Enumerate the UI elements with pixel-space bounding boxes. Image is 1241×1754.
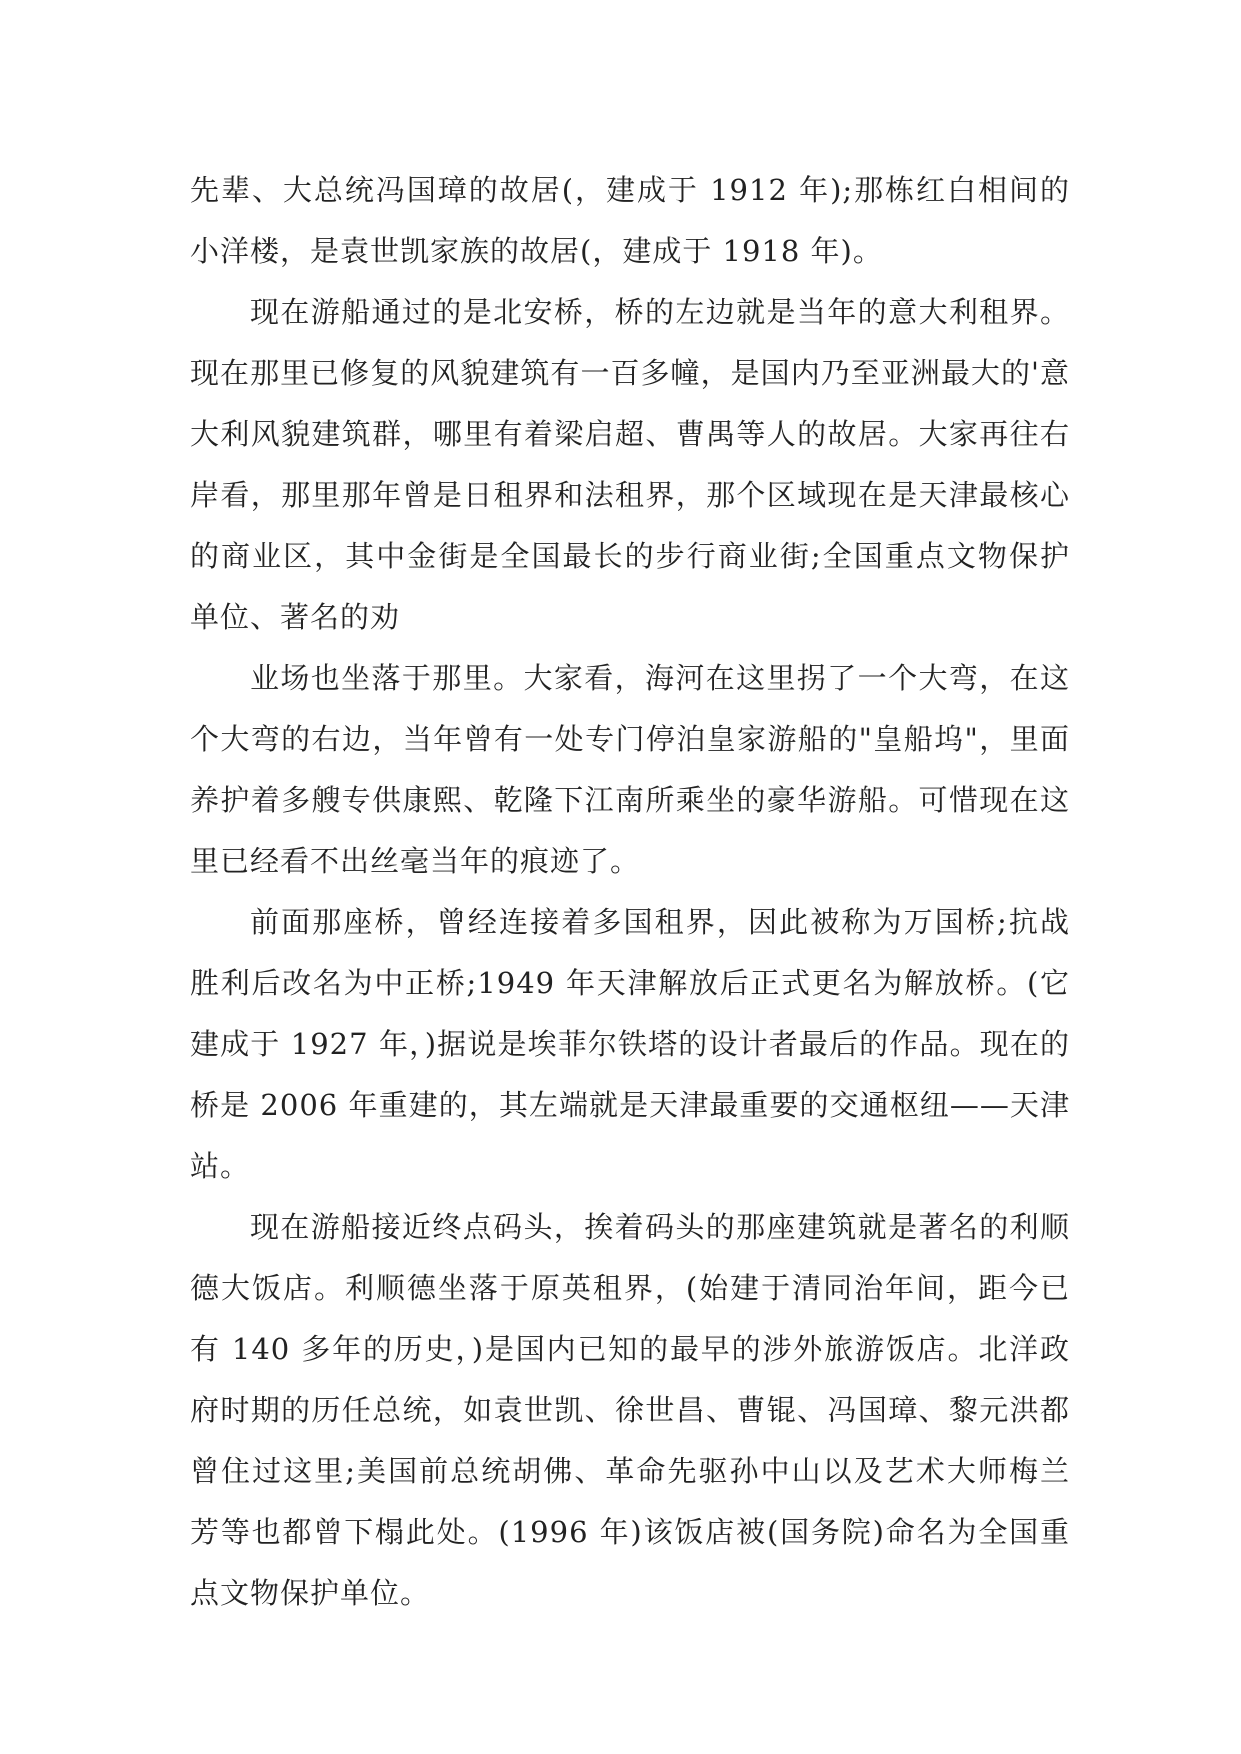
paragraph-4: 前面那座桥，曾经连接着多国租界，因此被称为万国桥;抗战胜利后改名为中正桥;1949 年天津解放后正式更名为解放桥。(它建成于 1927 年，)据说是埃菲尔铁塔的设计者最后的作品。现在的桥是 2006 年重建的，其左端就是天津最重要的交通枢纽——天津站。 [190,905,1070,1183]
paragraph-3: 业场也坐落于那里。大家看，海河在这里拐了一个大弯，在这个大弯的右边，当年曾有一处专门停泊皇家游船的"皇船坞"，里面养护着多艘专供康熙、乾隆下江南所乘坐的豪华游船。可惜现在这里已经看不出丝毫当年的痕迹了。 [190,661,1070,878]
document-page [190,160,1070,1624]
paragraph-1: 先辈、大总统冯国璋的故居(，建成于 1912 年);那栋红白相间的小洋楼，是袁世凯家族的故居(，建成于 1918 年)。 [190,173,1070,268]
paragraph-2: 现在游船通过的是北安桥，桥的左边就是当年的意大利租界。现在那里已修复的风貌建筑有一百多幢，是国内乃至亚洲最大的'意大利风貌建筑群，哪里有着梁启超、曹禺等人的故居。大家再往右岸看，那里那年曾是日租界和法租界，那个区域现在是天津最核心的商业区，其中金街是全国最长的步行商业街;全国重点文物保护单位、著名的劝 [190,295,1070,634]
paragraph-5: 现在游船接近终点码头，挨着码头的那座建筑就是著名的利顺德大饭店。利顺德坐落于原英租界，(始建于清同治年间，距今已有 140 多年的历史，)是国内已知的最早的涉外旅游饭店。北洋政府时期的历任总统，如袁世凯、徐世昌、曹锟、冯国璋、黎元洪都曾住过这里;美国前总统胡佛、革命先驱孙中山以及艺术大师梅兰芳等也都曾下榻此处。(1996 年)该饭店被(国务院)命名为全国重点文物保护单位。 [190,1210,1070,1610]
